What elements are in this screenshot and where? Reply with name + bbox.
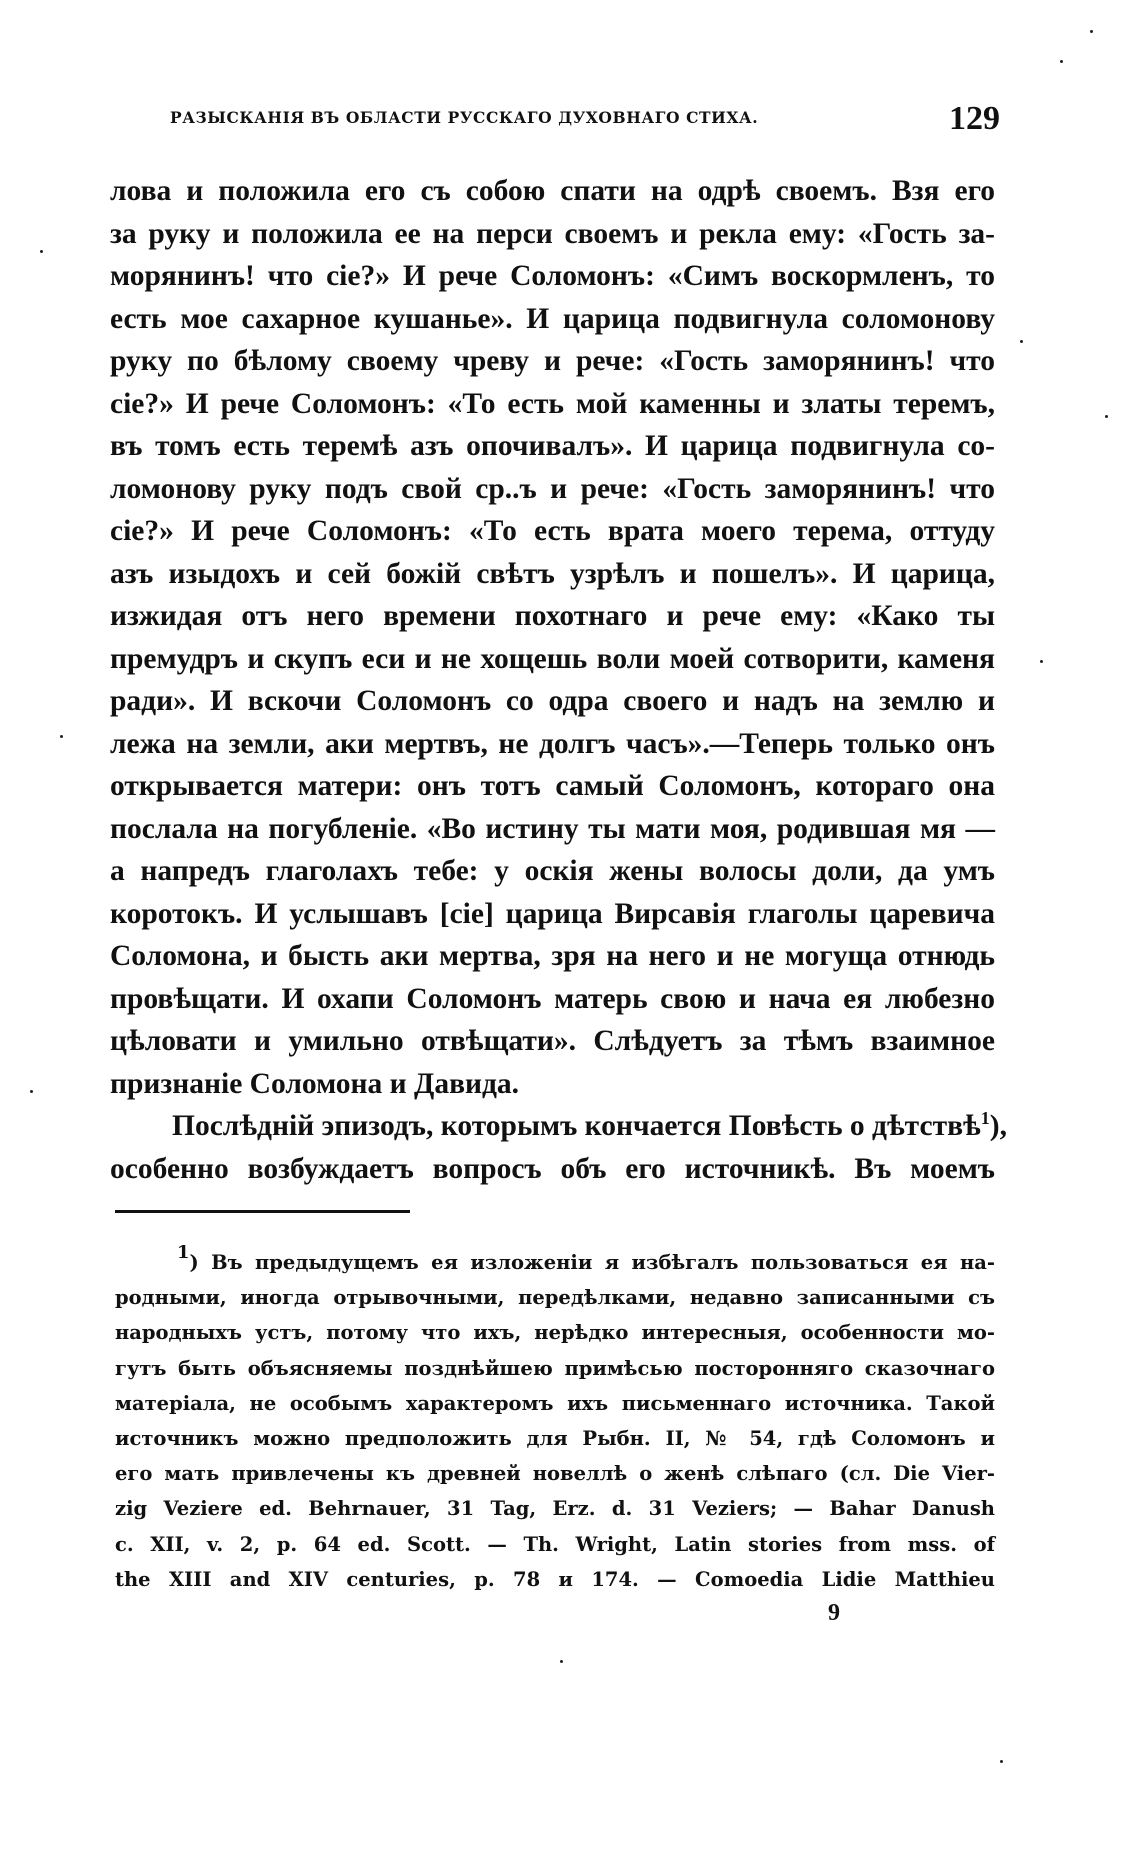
- scan-speck: [1105, 415, 1108, 418]
- text-line: изжидая отъ него времени похотнаго и рече ему: «Како ты: [110, 600, 995, 632]
- footnote-line: zig Veziere ed. Behrnauer, 31 Tag, Erz. d. 31 Veziers; — Bahar Danush: [115, 1497, 995, 1521]
- footnote-line: the XIII and XIV centuries, p. 78 и 174. — Comoedia Lidie Matthieu: [115, 1567, 995, 1591]
- text-line: коротокъ. И услышавъ [сіе] царица Вирсавія глаголы царевича: [110, 897, 995, 930]
- page-number: 129: [949, 100, 1000, 137]
- footnote-line: [115, 1242, 995, 1280]
- body-text: [110, 170, 1007, 1190]
- scan-speck: [1090, 30, 1093, 33]
- text-line: премудръ и скупъ еси и не хощешь воли моей сотворити, каменя: [110, 642, 995, 675]
- text-line: за руку и положила ее на перси своемъ и рекла ему: «Гость за-: [110, 217, 995, 250]
- running-head: [170, 100, 1000, 140]
- scan-speck: [40, 250, 43, 253]
- para2-text: Послѣдній эпизодъ, которымъ кончается Повѣсть о дѣтствѣ: [172, 1110, 981, 1142]
- text-line: ради». И вскочи Соломонъ со одра своего и надъ на землю и: [110, 685, 995, 717]
- text-line: сіе?» И рече Соломонъ: «То есть врата моего терема, оттуду: [110, 515, 995, 547]
- scan-speck: [560, 1660, 563, 1663]
- text-line: послала на погубленіе. «Во истину ты мати моя, родившая мя —: [110, 812, 995, 845]
- text-line: лежа на земли, аки мертвъ, не долгъ часъ».—Теперь только онъ: [110, 727, 995, 760]
- footnote-line: его мать привлечены къ древней новеллѣ о женѣ слѣпаго (сл. Die Vier-: [115, 1462, 995, 1486]
- scan-speck: [1060, 60, 1063, 63]
- text-line: сіе?» И рече Соломонъ: «То есть мой каменны и златы теремъ,: [110, 387, 995, 420]
- footnote-line: народныхъ устъ, потому что ихъ, нерѣдко интересныя, особенности мо-: [115, 1321, 995, 1345]
- paragraph-2-line-1: [110, 1105, 1007, 1148]
- footnote-divider: [115, 1210, 410, 1213]
- running-title: РАЗЫСКАНІЯ ВЪ ОБЛАСТИ РУССКАГО ДУХОВНАГО СТИХА.: [170, 108, 759, 127]
- text-line: есть мое сахарное кушанье». И царица подвигнула соломонову: [110, 302, 995, 335]
- scan-speck: [60, 735, 63, 738]
- signature-mark: 9: [828, 1600, 840, 1626]
- footnote-mark: 1: [177, 1242, 190, 1263]
- footnote-line: родными, иногда отрывочными, передѣлками, недавно записанными съ: [115, 1286, 995, 1310]
- scan-speck: [1000, 1760, 1003, 1763]
- text-line: азъ изыдохъ и сей божій свѣтъ узрѣлъ и пошелъ». И царица,: [110, 557, 995, 590]
- text-line: а напредъ глаголахъ тебе: у оскія жены волосы доли, да умъ: [110, 855, 995, 887]
- footnote-line: матеріала, не особымъ характеромъ ихъ письменнаго источника. Такой: [115, 1391, 995, 1415]
- paragraph-2-line-2: особенно возбуждаетъ вопросъ объ его источникѣ. Въ моемъ: [110, 1152, 995, 1185]
- para2-end: ),: [989, 1110, 1007, 1142]
- text-line: открывается матери: онъ тотъ самый Соломонъ, котораго она: [110, 770, 995, 802]
- text-line: признаніе Соломона и Давида.: [110, 1067, 520, 1100]
- text-line: морянинъ! что сіе?» И рече Соломонъ: «Симъ воскормленъ, то: [110, 260, 995, 292]
- text-line: лова и положила его съ собою спати на одрѣ своемъ. Взя его: [110, 175, 995, 207]
- text-line: Соломона, и бысть аки мертва, зря на него и не могуща отнюдь: [110, 940, 995, 972]
- footnote-line: c. XII, v. 2, p. 64 ed. Scott. — Th. Wright, Latin stories from mss. of: [115, 1532, 995, 1556]
- footnote-line: источникъ можно предположить для Рыбн. II, № 54, гдѣ Соломонъ и: [115, 1426, 995, 1450]
- text-line: провѣщати. И охапи Соломонъ матерь свою и нача ея любезно: [110, 982, 995, 1015]
- footnote-line: гутъ быть объясняемы позднѣйшею примѣсью посторонняго сказочнаго: [115, 1356, 995, 1380]
- footnote-text: ) Въ предыдущемъ ея изложеніи я избѣгалъ пользоваться ея на-: [189, 1251, 995, 1274]
- scan-speck: [1040, 660, 1043, 663]
- text-line: ломонову руку подъ свой ср..ъ и рече: «Гость заморянинъ! что: [110, 472, 995, 505]
- text-line: руку по бѣлому своему чреву и рече: «Гость заморянинъ! что: [110, 345, 995, 377]
- footnotes: [115, 1242, 995, 1597]
- footnote-ref[interactable]: 1: [980, 1108, 990, 1128]
- scan-speck: [1020, 340, 1023, 343]
- scan-speck: [30, 1090, 33, 1093]
- text-line: въ томъ есть теремѣ азъ опочивалъ». И царица подвигнула со-: [110, 430, 995, 462]
- text-line: цѣловати и умильно отвѣщати». Слѣдуетъ за тѣмъ взаимное: [110, 1025, 995, 1057]
